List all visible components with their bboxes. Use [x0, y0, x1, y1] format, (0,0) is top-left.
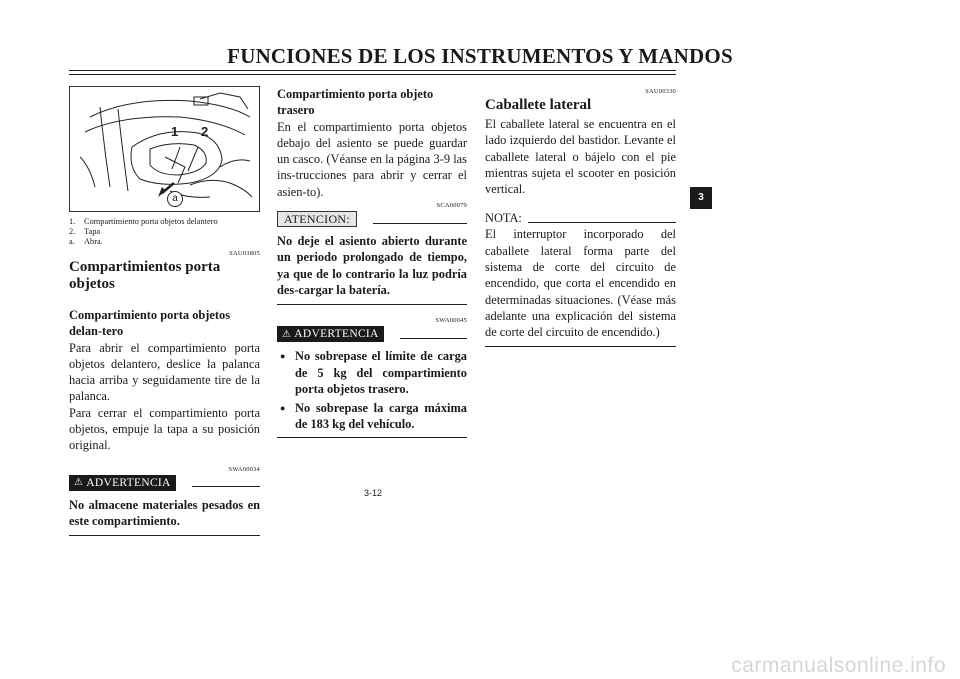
title-rule-bottom — [69, 74, 676, 75]
note-label: NOTA: — [485, 211, 522, 226]
list-item: ● No sobrepase la carga máxima de 183 kg del vehículo. — [277, 400, 467, 433]
paragraph: En el compartimiento porta objetos debajo del asiento se puede guardar un casco. (Véanse en la página 3-9 las ins-trucciones para abrir y cerrar el asien-to). — [277, 119, 467, 199]
caption-item: a. Abra. — [69, 237, 103, 246]
subsection-title: Compartimiento porta objetos delan-tero — [69, 308, 231, 339]
warning-badge: ⚠ ADVERTENCIA — [277, 326, 384, 342]
caution-rule — [373, 215, 467, 224]
section-code: SAU03805 — [229, 250, 260, 257]
note-header — [485, 211, 676, 226]
warning-rule — [400, 330, 467, 339]
list-item: ● No sobrepase el límite de carga de 5 kg del compartimiento porta objetos trasero. — [277, 348, 467, 397]
warning-badge: ⚠ ADVERTENCIA — [69, 475, 176, 491]
caption-item: 1. Compartimiento porta objetos delantero — [69, 217, 218, 226]
figure-callout-a: a — [167, 191, 183, 207]
warning-code: SWA00034 — [228, 465, 260, 473]
section-code: SAU00330 — [645, 88, 676, 95]
column-right — [485, 86, 676, 347]
caution-end-rule — [277, 304, 467, 305]
caution-header — [277, 211, 467, 227]
subsection-title: Compartimiento porta objeto trasero — [277, 87, 434, 118]
figure-callout-1: 1 — [171, 124, 179, 139]
paragraph: Para abrir el compartimiento porta objetos delantero, deslice la palanca hacia arriba y seguidamente tire de la palanca. — [69, 340, 260, 404]
warning-triangle-icon: ⚠ — [74, 477, 84, 489]
paragraph: El caballete lateral se encuentra en el lado izquierdo del bastidor. Levante el caballete lateral o bájelo con el pie mientras sujeta el scooter en posición vertical. — [485, 117, 676, 197]
warning-code: SWA00045 — [435, 317, 467, 325]
section-title: Compartimientos porta objetos — [69, 259, 221, 292]
figure-caption — [69, 217, 260, 247]
warning-end-rule — [277, 437, 467, 438]
note-rule — [528, 214, 676, 223]
warning-list — [277, 348, 467, 432]
watermark: carmanualsonline.info — [731, 654, 946, 677]
caution-text: No deje el asiento abierto durante un periodo prolongado de tiempo, ya que de lo contrario la luz podría des-cargar la batería. — [277, 234, 467, 297]
storage-figure — [69, 86, 260, 212]
page-number: 3-12 — [363, 488, 382, 498]
caution-code: SCA00079 — [436, 202, 467, 210]
column-left — [69, 86, 260, 536]
scooter-storage-illustration — [70, 87, 259, 211]
paragraph: Para cerrar el compartimiento porta objetos, empuje la tapa a su posición original. — [69, 405, 260, 453]
warning-rule — [192, 478, 260, 487]
page-title: FUNCIONES DE LOS INSTRUMENTOS Y MANDOS — [227, 44, 733, 68]
column-middle — [277, 86, 467, 438]
caution-badge: ATENCION: — [277, 211, 357, 227]
note-text: El interruptor incorporado del caballete lateral forma parte del sistema de corte del circuito de encendido, que corta el encendido en determinadas situaciones. (Véase más adelante una explicación del sistema de corte del circuito de encendido.) — [485, 227, 676, 340]
figure-callout-2: 2 — [201, 124, 209, 139]
note-end-rule — [485, 346, 676, 347]
caption-item: 2. Tapa — [69, 227, 101, 236]
warning-header — [277, 326, 467, 342]
warning-end-rule — [69, 535, 260, 536]
title-rule-top — [69, 70, 676, 71]
warning-text: No almacene materiales pesados en este compartimiento. — [69, 497, 260, 528]
warning-triangle-icon: ⚠ — [282, 328, 292, 340]
chapter-tab: 3 — [690, 187, 712, 209]
section-title: Caballete lateral — [485, 97, 592, 113]
